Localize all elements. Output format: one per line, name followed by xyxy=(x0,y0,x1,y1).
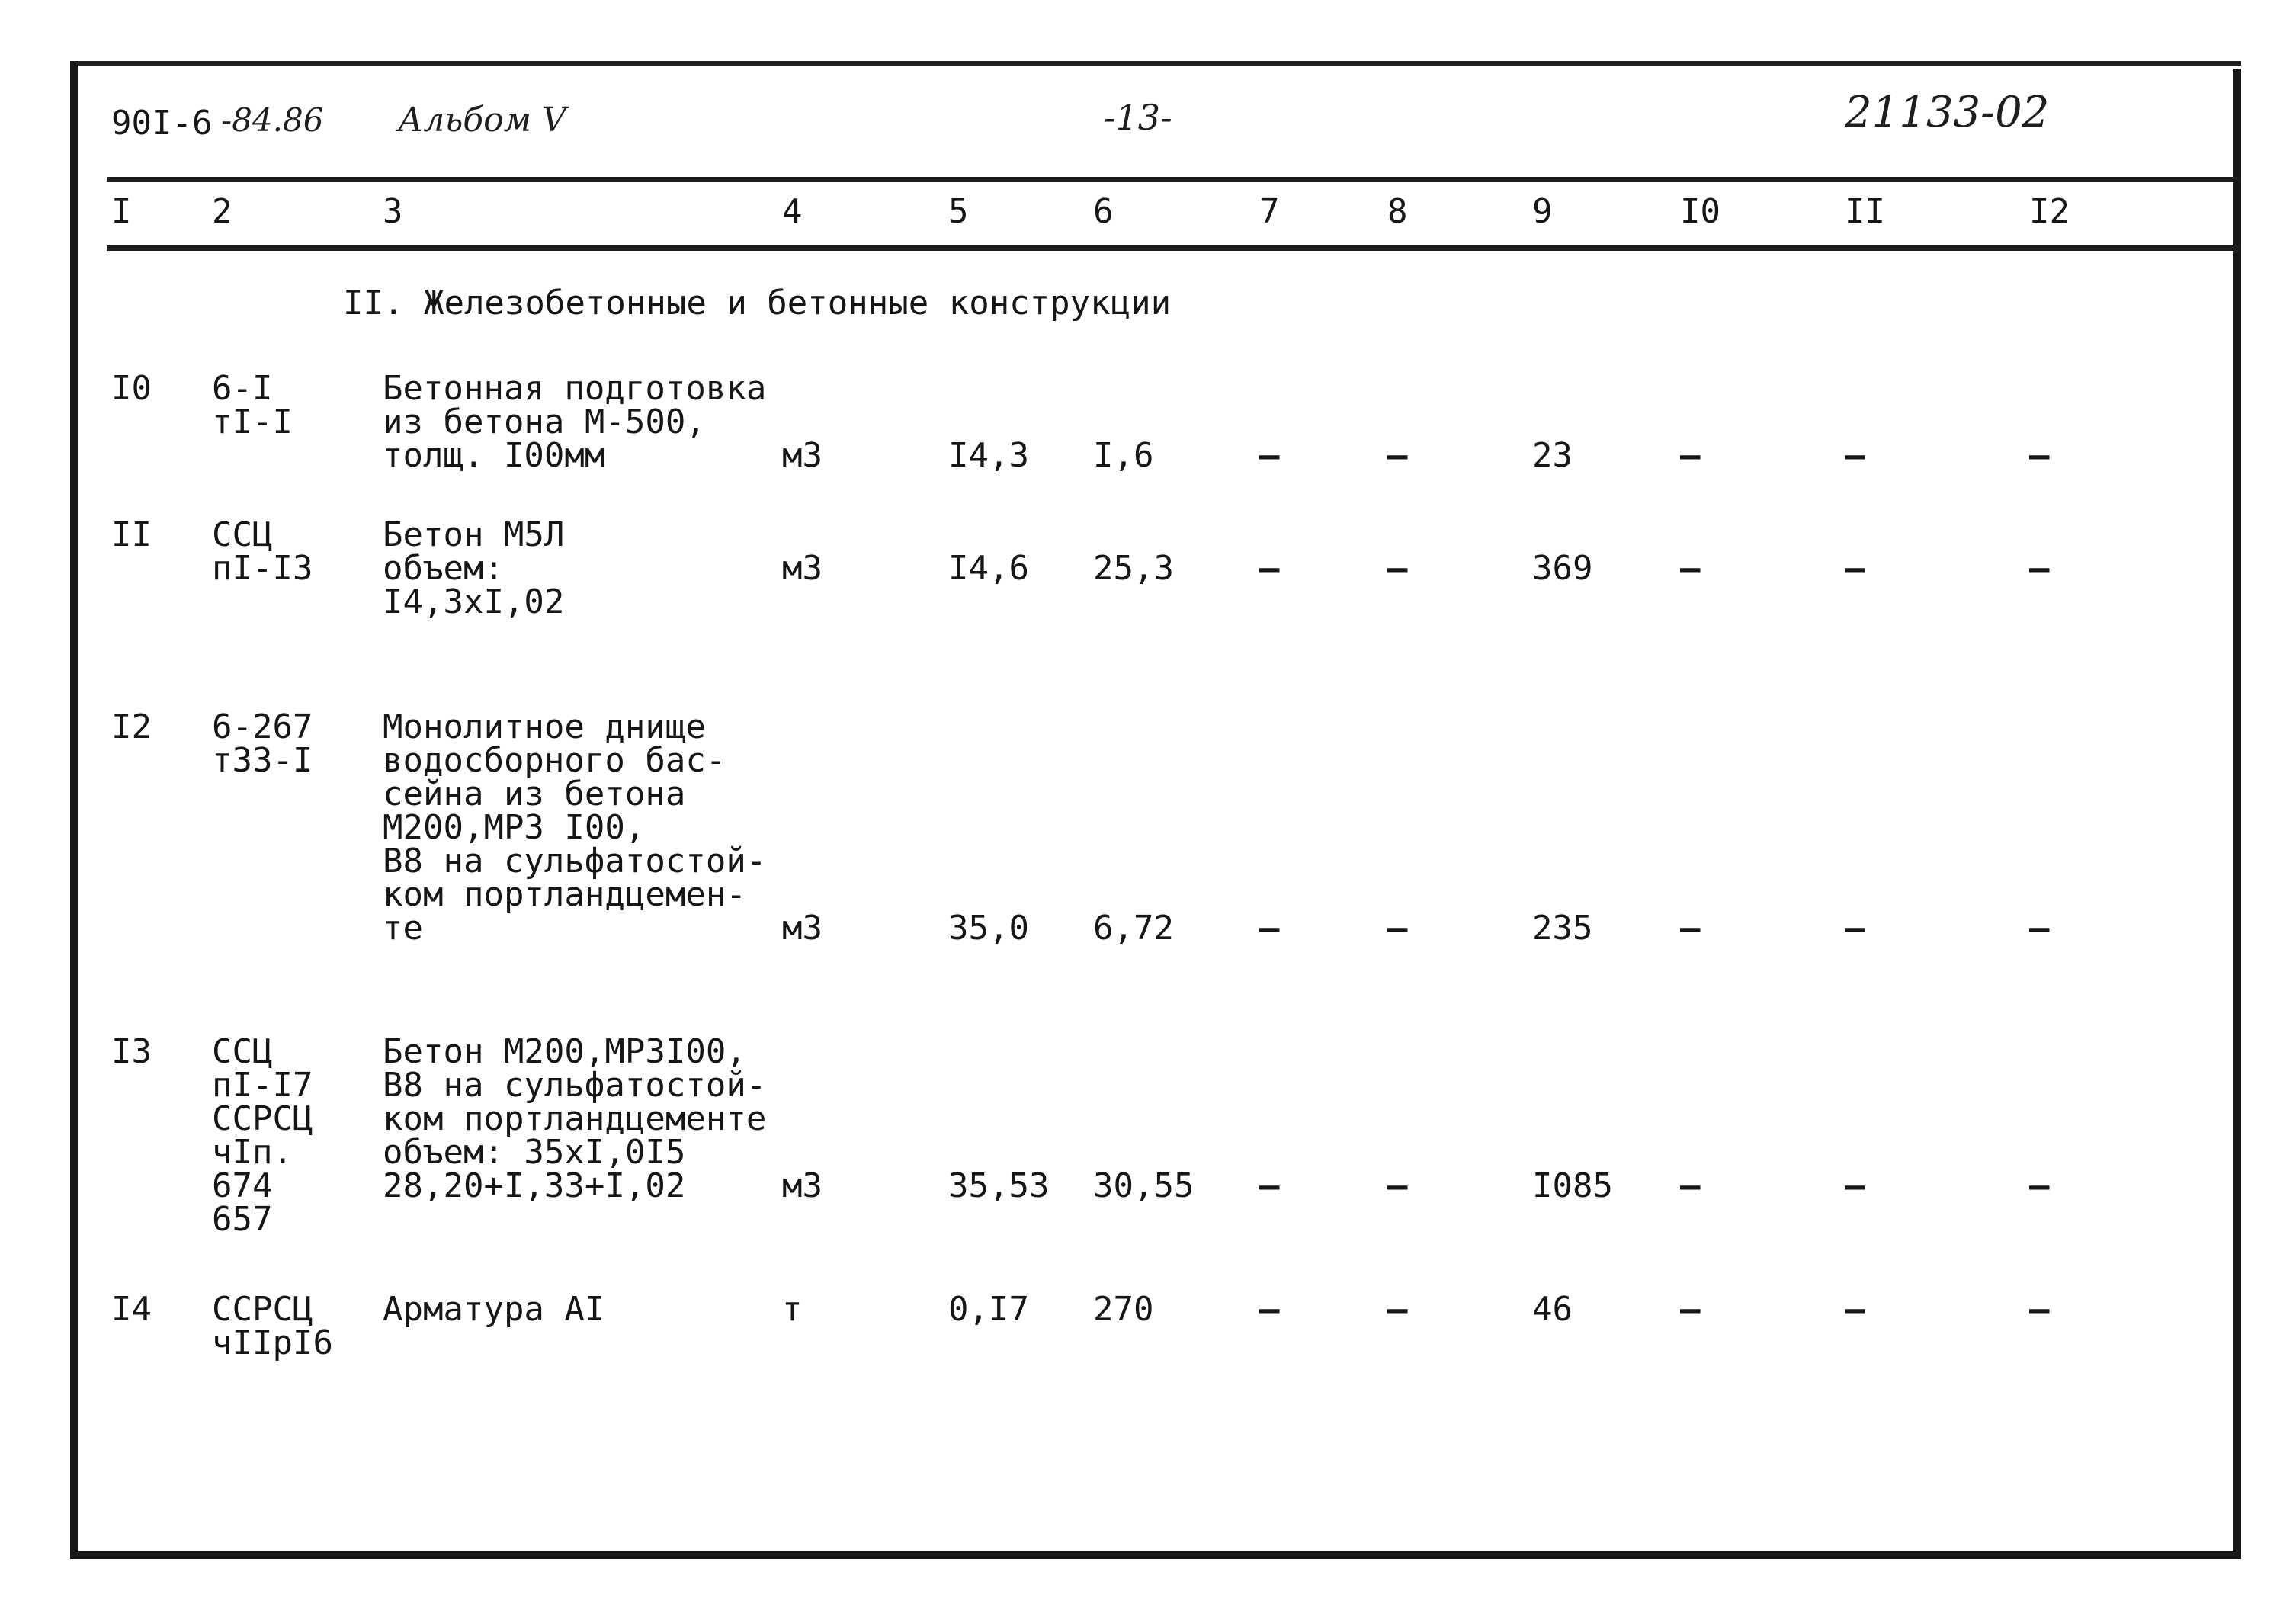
row-rate-code: ССЦ пI-I3 xyxy=(212,515,313,588)
doc-code: 90I-6 xyxy=(111,104,213,143)
frame-right-line xyxy=(2233,69,2241,1559)
row-c10: – xyxy=(1680,909,1701,948)
column-header-3: 3 xyxy=(383,192,403,231)
row-number: I4 xyxy=(111,1290,152,1329)
row-c7: – xyxy=(1259,909,1280,948)
column-header-11: II xyxy=(1845,192,1885,231)
row-rate-code: 6-I тI-I xyxy=(212,369,293,441)
row-rate-code: ССЦ пI-I7 ССРСЦ чIп. 674 657 xyxy=(212,1032,313,1239)
frame-top-line xyxy=(70,61,2241,66)
document-number: 21133-02 xyxy=(1845,88,2050,137)
row-qty: I4,6 xyxy=(948,549,1029,588)
row-unit: м3 xyxy=(782,1166,823,1205)
row-c11: – xyxy=(1845,436,1865,475)
column-header-4: 4 xyxy=(782,192,803,231)
row-c8: – xyxy=(1387,1166,1408,1205)
row-c9: I085 xyxy=(1532,1166,1613,1205)
row-number: I0 xyxy=(111,369,152,408)
album-label: Альбом V xyxy=(398,101,566,140)
row-qty: 35,53 xyxy=(948,1166,1050,1205)
row-price: 30,55 xyxy=(1093,1166,1194,1205)
row-unit: м3 xyxy=(782,909,823,948)
column-header-9: 9 xyxy=(1532,192,1553,231)
row-unit: м3 xyxy=(782,549,823,588)
row-c11: – xyxy=(1845,1290,1865,1329)
row-c7: – xyxy=(1259,549,1280,588)
column-header-6: 6 xyxy=(1093,192,1114,231)
row-description: Бетон М200,МРЗI00, В8 на сульфатостой- ком портландцементе объем: 35хI,0I5 28,20+I,33+I,02 xyxy=(383,1032,767,1205)
row-c12: – xyxy=(2029,436,2050,475)
row-description: Бетонная подготовка из бетона М-500, толщ. I00мм xyxy=(383,369,767,475)
row-unit: м3 xyxy=(782,436,823,475)
row-c8: – xyxy=(1387,1290,1408,1329)
row-c7: – xyxy=(1259,1290,1280,1329)
row-c12: – xyxy=(2029,1166,2050,1205)
row-price: 25,3 xyxy=(1093,549,1174,588)
row-c12: – xyxy=(2029,549,2050,588)
row-rate-code: ССРСЦ чIIрI6 xyxy=(212,1290,333,1362)
row-c8: – xyxy=(1387,436,1408,475)
header-bottom-rule xyxy=(107,245,2241,251)
page-number: -13- xyxy=(1104,97,1172,138)
column-header-2: 2 xyxy=(212,192,232,231)
row-qty: I4,3 xyxy=(948,436,1029,475)
row-number: I2 xyxy=(111,707,152,746)
row-description: Монолитное днище водосборного бас- сейна из бетона М200,МРЗ I00, В8 на сульфатостой- ком портландцемен- те xyxy=(383,707,767,948)
row-c7: – xyxy=(1259,1166,1280,1205)
row-c9: 369 xyxy=(1532,549,1593,588)
header-top-rule xyxy=(107,177,2241,182)
row-number: I3 xyxy=(111,1032,152,1071)
row-c9: 235 xyxy=(1532,909,1593,948)
row-number: II xyxy=(111,515,152,554)
row-c12: – xyxy=(2029,909,2050,948)
column-header-1: I xyxy=(111,192,132,231)
row-description: Арматура АI xyxy=(383,1290,605,1329)
row-c7: – xyxy=(1259,436,1280,475)
column-header-5: 5 xyxy=(948,192,969,231)
row-c8: – xyxy=(1387,549,1408,588)
row-unit: т xyxy=(782,1290,803,1329)
column-header-12: I2 xyxy=(2029,192,2070,231)
row-qty: 35,0 xyxy=(948,909,1029,948)
section-title: II. Железобетонные и бетонные конструкции xyxy=(343,284,1172,322)
column-header-10: I0 xyxy=(1680,192,1720,231)
row-c11: – xyxy=(1845,909,1865,948)
row-c9: 23 xyxy=(1532,436,1573,475)
frame-bottom-line xyxy=(70,1551,2241,1559)
row-rate-code: 6-267 т33-I xyxy=(212,707,313,780)
row-c10: – xyxy=(1680,1166,1701,1205)
row-c10: – xyxy=(1680,1290,1701,1329)
column-header-7: 7 xyxy=(1259,192,1280,231)
row-price: 6,72 xyxy=(1093,909,1174,948)
column-header-8: 8 xyxy=(1387,192,1408,231)
row-c10: – xyxy=(1680,549,1701,588)
row-c11: – xyxy=(1845,1166,1865,1205)
row-c8: – xyxy=(1387,909,1408,948)
row-c9: 46 xyxy=(1532,1290,1573,1329)
row-c12: – xyxy=(2029,1290,2050,1329)
row-description: Бетон М5Л объем: I4,3хI,02 xyxy=(383,515,565,621)
row-c11: – xyxy=(1845,549,1865,588)
frame-left-line xyxy=(70,61,78,1559)
row-price: I,6 xyxy=(1093,436,1154,475)
row-price: 270 xyxy=(1093,1290,1154,1329)
row-qty: 0,I7 xyxy=(948,1290,1029,1329)
doc-code-handwritten: -84.86 xyxy=(221,101,324,139)
row-c10: – xyxy=(1680,436,1701,475)
